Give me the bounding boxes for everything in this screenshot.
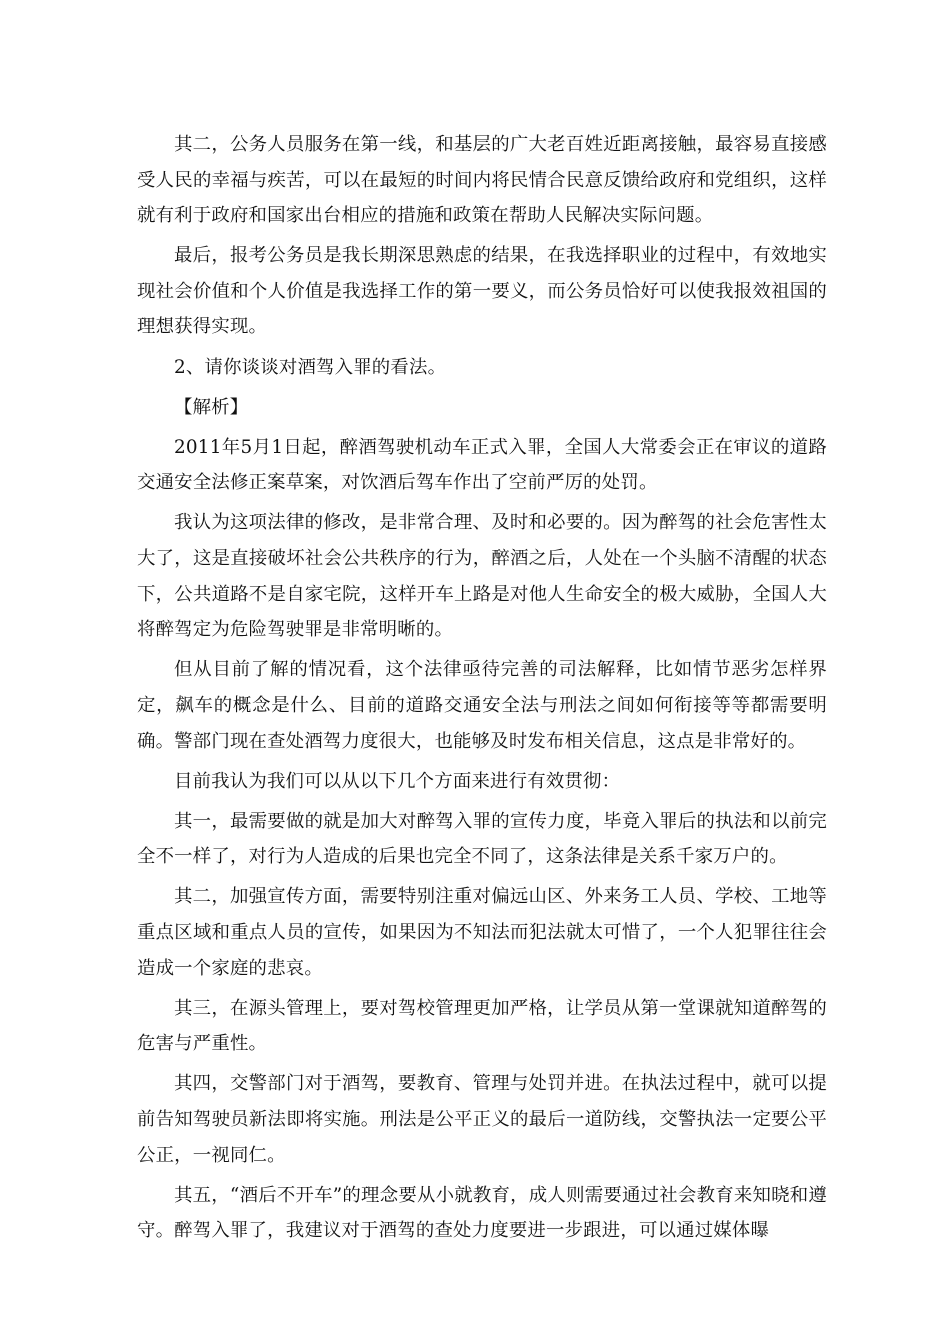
paragraph-aspect-2: 其二，加强宣传方面，需要特别注重对偏远山区、外来务工人员、学校、工地等重点区域和重点人员的宣传，如果因为不知法而犯法就太可惜了，一个人犯罪往往会造成一个家庭的悲哀。 bbox=[137, 886, 827, 979]
question-2: 2、请你谈谈对酒驾入罪的看法。 bbox=[174, 356, 447, 378]
paragraph-current-situation: 但从目前了解的情况看，这个法律亟待完善的司法解释，比如情节恶劣怎样界定，飙车的概念是什么、目前的道路交通安全法与刑法之间如何衔接等等都需要明确。警部门现在查处酒驾力度很大，也能够及时发布相关信息，这点是非常好的。 bbox=[137, 659, 827, 752]
paragraph-aspect-5: 其五，“酒后不开车”的理念要从小就教育，成人则需要通过社会教育来知晓和遵守。醉驾入罪了，我建议对于酒驾的查处力度要进一步跟进，可以通过媒体曝 bbox=[137, 1184, 827, 1242]
paragraph-aspect-1: 其一，最需要做的就是加大对醉驾入罪的宣传力度，毕竟入罪后的执法和以前完全不一样了，对行为人造成的后果也完全不同了，这条法律是关系千家万户的。 bbox=[137, 810, 827, 868]
analysis-heading: 【解析】 bbox=[174, 396, 249, 418]
paragraph-opinion: 我认为这项法律的修改，是非常合理、及时和必要的。因为醉驾的社会危害性太大了，这是直接破坏社会公共秩序的行为，醉酒之后，人处在一个头脑不清醒的状态下，公共道路不是自家宅院，这样开车上路是对他人生命安全的极大威胁，全国人大将醉驾定为危险驾驶罪是非常明晰的。 bbox=[137, 512, 827, 641]
paragraph-second-point: 其二，公务人员服务在第一线，和基层的广大老百姓近距离接触，最容易直接感受人民的幸福与疾苦，可以在最短的时间内将民情合民意反馈给政府和党组织，这样就有利于政府和国家出台相应的措施和政策在帮助人民解决实际问题。 bbox=[137, 134, 827, 227]
paragraph-finally: 最后，报考公务员是我长期深思熟虑的结果，在我选择职业的过程中，有效地实现社会价值和个人价值是我选择工作的第一要义，而公务员恰好可以使我报效祖国的理想获得实现。 bbox=[137, 245, 827, 338]
document-body bbox=[137, 127, 827, 1253]
paragraph-aspect-3: 其三，在源头管理上，要对驾校管理更加严格，让学员从第一堂课就知道醉驾的危害与严重性。 bbox=[137, 997, 827, 1055]
paragraph-law-date: 2011年5月1日起，醉酒驾驶机动车正式入罪，全国人大常委会正在审议的道路交通安全法修正案草案，对饮酒后驾车作出了空前严厉的处罚。 bbox=[137, 436, 827, 494]
paragraph-aspects-intro: 目前我认为我们可以从以下几个方面来进行有效贯彻： bbox=[174, 770, 621, 792]
paragraph-aspect-4: 其四，交警部门对于酒驾，要教育、管理与处罚并进。在执法过程中，就可以提前告知驾驶员新法即将实施。刑法是公平正义的最后一道防线，交警执法一定要公平公正，一视同仁。 bbox=[137, 1073, 827, 1166]
